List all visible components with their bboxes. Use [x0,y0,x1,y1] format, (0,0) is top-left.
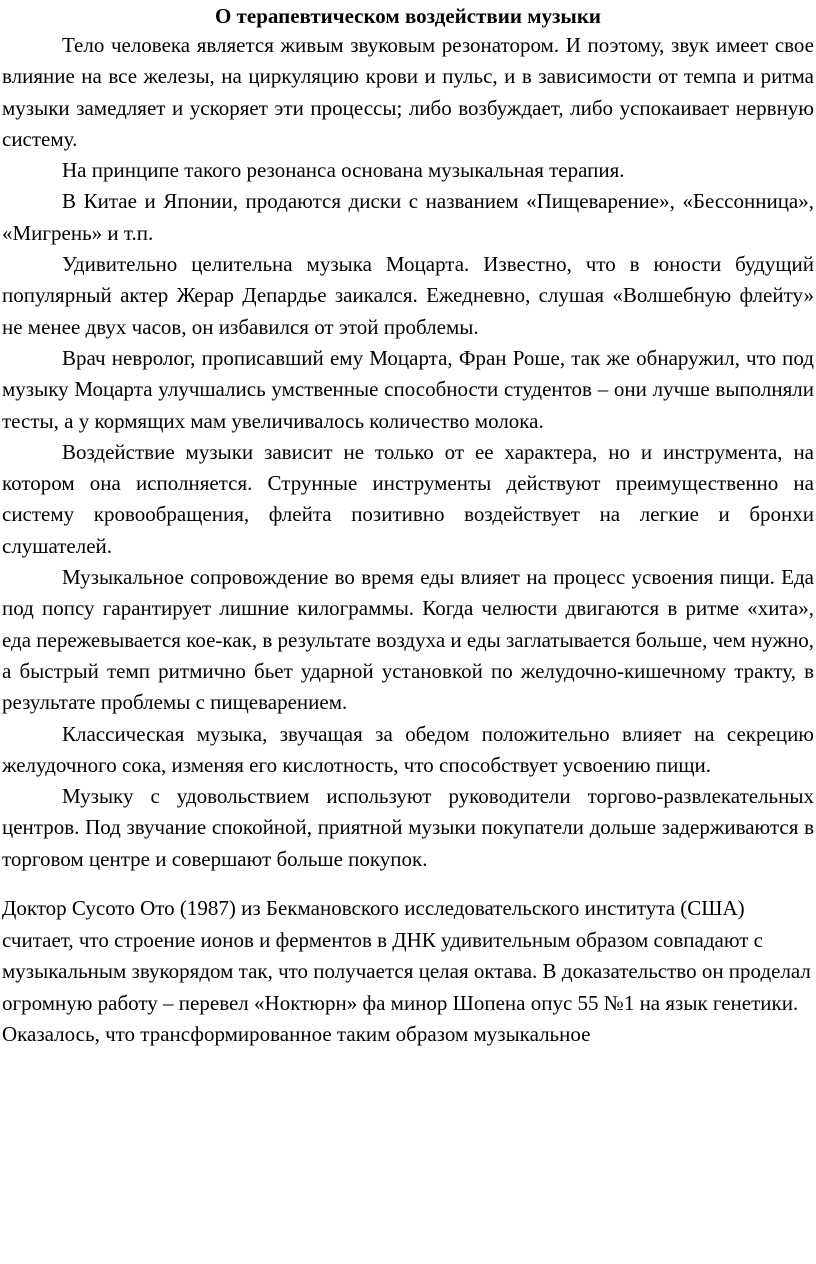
paragraph-music-therapy: На принципе такого резонанса основана музыкальная терапия. [62,158,625,183]
document-closing [2,893,814,1051]
paragraph-resonator: Тело человека является живым звуковым резонатором. И поэтому, звук имеет свое влияние на все железы, на циркуляцию крови и пульс, и в зависимости от темпа и ритма музыки замедляет и ускоряет эти процессы; либо возбуждает, либо успокаивает нервную систему. [2,33,814,151]
document-title: О терапевтическом воздействии музыки [214,4,602,28]
paragraph-music-during-meals: Музыкальное сопровождение во время еды влияет на процесс усвоения пищи. Еда под попсу гарантирует лишние килограммы. Когда челюсти двигаются в ритме «хита», еда пережевывается кое-как, в результате воздуха и еды заглатывается больше, чем нужно, а быстрый темп ритмично бьет ударной установкой по желудочно-кишечному тракту, в результате проблемы с пищеварением. [2,565,814,715]
paragraph-dna-octave: Доктор Сусото Ото (1987) из Бекмановского исследовательского института (США) считает, что строение ионов и ферментов в ДНК удивительным образом совпадают с музыкальным звукорядом так, что получается целая октава. В доказательство он проделал огромную работу – перевел «Ноктюрн» фа минор Шопена опус 55 №1 на язык генетики. Оказалось, что трансформированное таким образом музыкальное [2,896,811,1047]
paragraph-neurologist: Врач невролог, прописавший ему Моцарта, Фран Роше, так же обнаружил, что под музыку Моцарта улучшались умственные способности студентов – они лучше выполняли тесты, а у кормящих мам увеличивалось количество молока. [2,345,814,433]
paragraph-classical-music: Классическая музыка, звучащая за обедом положительно влияет на секрецию желудочного сока, изменяя его кислотность, что способствует усвоению пищи. [2,721,814,777]
paragraph-shopping-centers: Музыку с удовольствием используют руководители торгово-развлекательных центров. Под звучание спокойной, приятной музыки покупатели дольше задерживаются в торговом центре и совершают больше покупок. [2,784,814,871]
paragraph-mozart-depardieu: Удивительно целительна музыка Моцарта. Известно, что в юности будущий популярный актер Жерар Депардье заикался. Ежедневно, слушая «Волшебную флейту» не менее двух часов, он избавился от этой проблемы. [2,252,814,339]
document-body [2,30,814,875]
paragraph-instruments: Воздействие музыки зависит не только от ее характера, но и инструмента, на котором она исполняется. Струнные инструменты действуют преимущественно на систему кровообращения, флейта позитивно воздействует на легкие и бронхи слушателей. [2,439,814,558]
paragraph-china-japan-discs: В Китае и Японии, продаются диски с названием «Пищеварение», «Бессонница», «Мигрень» и т.п. [2,189,814,245]
